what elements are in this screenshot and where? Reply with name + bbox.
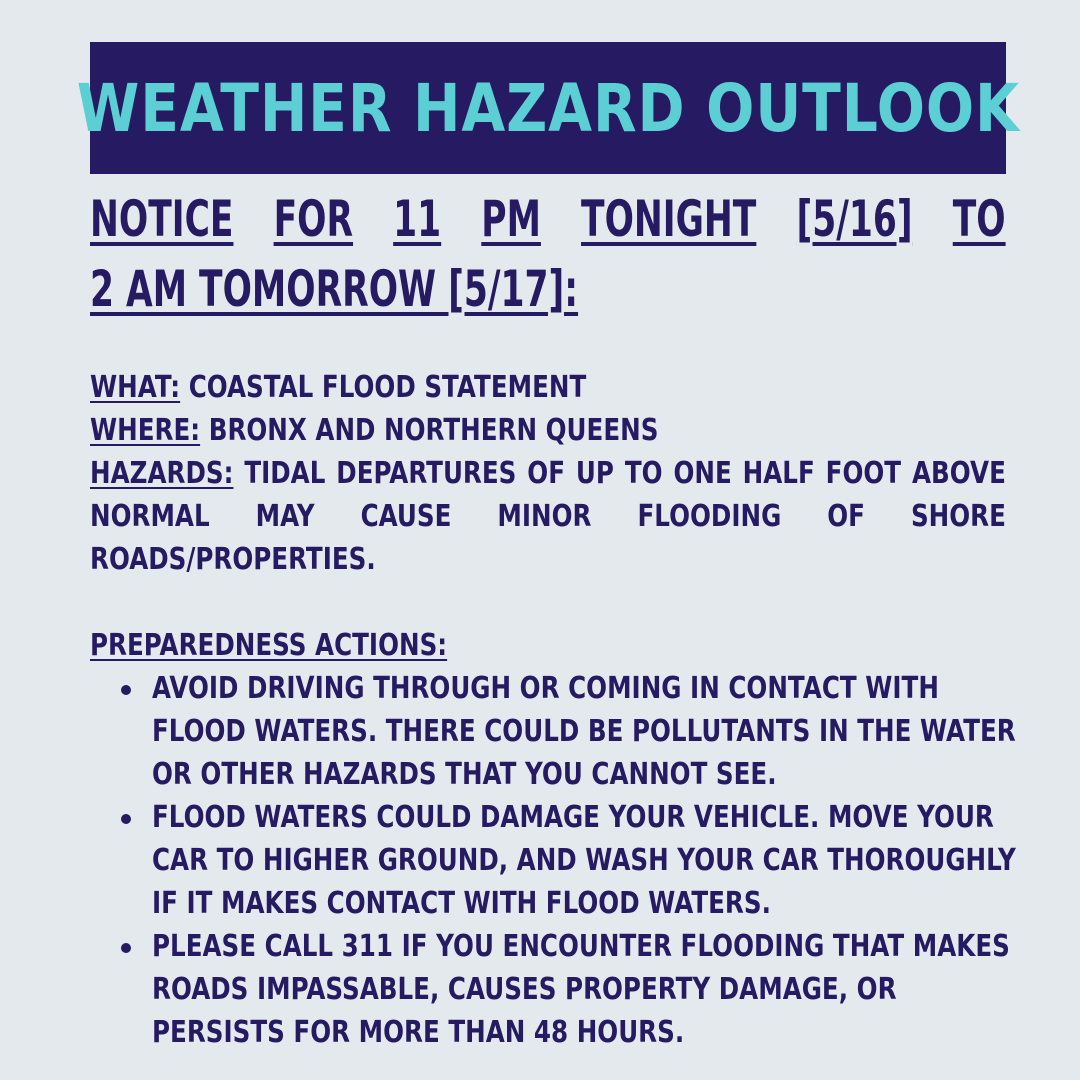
item-line <box>152 796 1006 839</box>
item-word: MAKES <box>912 929 1010 964</box>
item-word: WASH <box>585 843 669 878</box>
item-word: IMPASSABLE, <box>256 972 440 1007</box>
item-line: OR OTHER HAZARDS THAT YOU CANNOT SEE. <box>152 757 777 792</box>
hazards-word: CAUSE <box>360 499 452 534</box>
item-word: ENCOUNTER <box>502 929 672 964</box>
item-word: TO <box>216 843 255 878</box>
item-word: YOU <box>436 929 494 964</box>
item-word: CONTACT <box>728 671 857 706</box>
item-line: PERSISTS FOR MORE THAN 48 HOURS. <box>152 1015 685 1050</box>
item-word: WATERS. <box>254 714 378 749</box>
notice-word: TO <box>952 190 1006 248</box>
item-word: CAR <box>152 843 209 878</box>
hazards-word: SHORE <box>910 499 1006 534</box>
item-word: OR <box>519 671 560 706</box>
notice-word: NOTICE <box>90 190 234 248</box>
item-word: DRIVING <box>247 671 365 706</box>
spacer <box>90 581 1006 624</box>
hazards-word: OF <box>527 456 566 491</box>
item-word: OR <box>856 972 897 1007</box>
item-word: YOUR <box>917 800 994 835</box>
item-word: 311 <box>341 929 394 964</box>
item-word: THOROUGHLY <box>827 843 1016 878</box>
what-value: COASTAL FLOOD STATEMENT <box>180 370 587 405</box>
item-line <box>152 925 1010 968</box>
item-word: FLOOD <box>152 800 246 835</box>
hazards-word: DEPARTURES <box>336 456 517 491</box>
item-word: PROPERTY <box>565 972 711 1007</box>
item-word: CAUSES <box>447 972 557 1007</box>
item-word: THAT <box>832 929 905 964</box>
preparedness-label: PREPAREDNESS ACTIONS: <box>90 628 448 663</box>
hazards-word: NORMAL <box>90 499 210 534</box>
where-label: WHERE: <box>90 413 201 448</box>
hazards-word: FLOODING <box>637 499 782 534</box>
item-line <box>152 968 1006 1011</box>
hazards-word: ABOVE <box>911 456 1006 491</box>
notice-line-2: 2 AM TOMORROW [5/17]: <box>90 260 579 318</box>
hazards-label: HAZARDS: <box>90 456 234 491</box>
item-word: VEHICLE. <box>693 800 820 835</box>
item-word: FLOODING <box>680 929 825 964</box>
item-word: GROUND, <box>377 843 509 878</box>
item-word: DAMAGE <box>480 800 600 835</box>
list-item <box>90 925 1010 1054</box>
item-word: PLEASE <box>152 929 257 964</box>
item-word: HIGHER <box>262 843 370 878</box>
item-word: THROUGH <box>373 671 512 706</box>
item-line <box>152 667 1006 710</box>
where-row <box>90 409 1006 452</box>
item-word: COULD <box>484 714 580 749</box>
statement-body <box>90 366 1016 1054</box>
notice-line-1 <box>90 184 1006 254</box>
item-word: DAMAGE, <box>718 972 849 1007</box>
item-line: IF IT MAKES CONTACT WITH FLOOD WATERS. <box>152 886 771 921</box>
hazards-word: TIDAL <box>244 456 326 491</box>
item-word: IN <box>818 714 849 749</box>
hazards-word: TO <box>624 456 663 491</box>
item-word: ROADS <box>152 972 249 1007</box>
item-word: COULD <box>376 800 472 835</box>
item-word: CAR <box>762 843 819 878</box>
item-word: IN <box>690 671 720 706</box>
notice-word: [5/16] <box>796 190 913 248</box>
item-word: CALL <box>264 929 334 964</box>
bullet-dot-icon <box>121 814 131 824</box>
item-word: BE <box>587 714 624 749</box>
hazards-row-3: ROADS/PROPERTIES. <box>90 542 376 577</box>
item-word: WATERS <box>254 800 368 835</box>
hazards-word: MINOR <box>497 499 592 534</box>
item-word: AVOID <box>152 671 239 706</box>
where-value: BRONX AND NORTHERN QUEENS <box>200 413 659 448</box>
title-banner <box>76 42 1020 174</box>
notice-heading <box>90 184 1006 324</box>
preparedness-heading <box>90 624 1006 667</box>
item-line <box>152 839 1016 882</box>
hazards-row-2 <box>90 495 1006 538</box>
item-word: YOUR <box>677 843 755 878</box>
notice-word: TONIGHT <box>581 190 757 248</box>
bullet-dot-icon <box>121 685 131 695</box>
item-word: THE <box>857 714 912 749</box>
item-word: AND <box>516 843 577 878</box>
hazards-row-1 <box>90 452 1006 495</box>
hazards-word: OF <box>827 499 865 534</box>
bullet-dot-icon <box>121 943 131 953</box>
item-word: IF <box>401 929 428 964</box>
notice-word: FOR <box>273 190 354 248</box>
notice-word: 11 <box>393 190 442 248</box>
notice-word: PM <box>481 190 541 248</box>
item-word: YOUR <box>608 800 686 835</box>
item-word: POLLUTANTS <box>631 714 811 749</box>
preparedness-list <box>90 667 1016 1054</box>
list-item <box>90 667 1016 796</box>
item-word: MOVE <box>827 800 909 835</box>
hazards-word: MAY <box>255 499 315 534</box>
what-label: WHAT: <box>90 370 181 405</box>
page-title: WEATHER HAZARD OUTLOOK <box>76 69 1020 147</box>
item-word: WATER <box>920 714 1016 749</box>
item-line <box>152 710 1016 753</box>
list-item <box>90 796 1016 925</box>
hazards-word: HALF <box>742 456 815 491</box>
what-row <box>90 366 1006 409</box>
hazards-word: FOOT <box>825 456 902 491</box>
item-word: COMING <box>568 671 682 706</box>
hazards-word: UP <box>575 456 614 491</box>
item-word: WITH <box>865 671 939 706</box>
item-word: THERE <box>385 714 476 749</box>
item-word: FLOOD <box>152 714 246 749</box>
hazards-word: ONE <box>673 456 732 491</box>
